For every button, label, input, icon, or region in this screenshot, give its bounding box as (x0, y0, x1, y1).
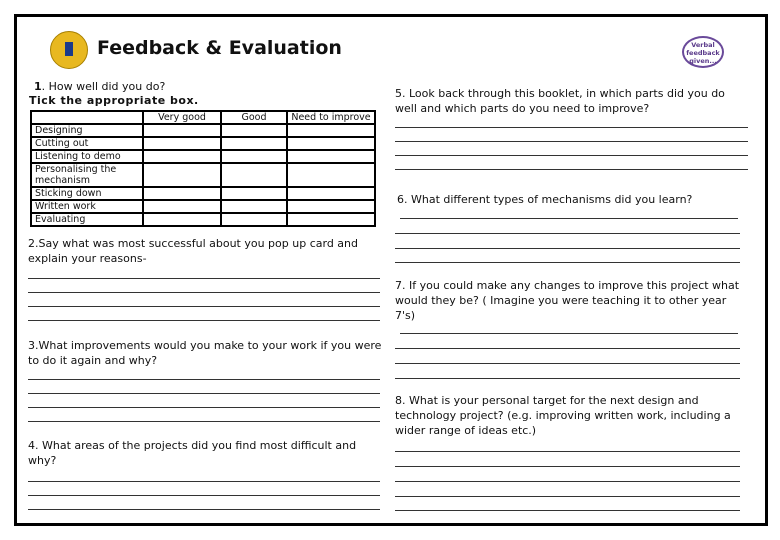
tick-box[interactable] (143, 150, 221, 163)
answer-line[interactable] (395, 466, 740, 467)
row-label: Personalising the mechanism (31, 163, 143, 187)
q4-text: 4. What areas of the projects did you find most difficult and why? (28, 439, 357, 467)
answer-line[interactable] (28, 306, 380, 307)
row-label: Evaluating (31, 213, 143, 226)
tick-box[interactable] (287, 137, 375, 150)
answer-line[interactable] (395, 363, 740, 364)
row-label: Designing (31, 124, 143, 137)
q1-instruction: Tick the appropriate box. (29, 94, 199, 107)
answer-line[interactable] (395, 155, 748, 156)
answer-line[interactable] (395, 496, 740, 497)
row-label: Written work (31, 200, 143, 213)
answer-line[interactable] (395, 127, 748, 128)
table-row (31, 137, 375, 150)
q1-question (34, 79, 165, 94)
answer-line[interactable] (395, 233, 740, 234)
answer-line[interactable] (28, 379, 380, 380)
q7-text: 7. If you could make any changes to improve this project what would they be? ( Imagine you were teaching it to other year 7's) (395, 279, 740, 322)
table-row (31, 163, 375, 187)
tick-box[interactable] (221, 187, 287, 200)
tick-box[interactable] (143, 187, 221, 200)
row-label: Cutting out (31, 137, 143, 150)
tick-box[interactable] (143, 200, 221, 213)
tick-box[interactable] (143, 137, 221, 150)
answer-line[interactable] (395, 481, 740, 482)
q1-text: . How well did you do? (41, 80, 166, 93)
tick-box[interactable] (221, 124, 287, 137)
q1-number: 1 (34, 80, 42, 93)
answer-line[interactable] (395, 262, 740, 263)
q2-text: 2.Say what was most successful about you pop up card and explain your reasons- (28, 237, 358, 265)
answer-line[interactable] (395, 348, 740, 349)
page-title: Feedback & Evaluation (97, 37, 342, 59)
tick-box[interactable] (143, 213, 221, 226)
row-label: Sticking down (31, 187, 143, 200)
answer-line[interactable] (395, 510, 740, 511)
tick-box[interactable] (143, 124, 221, 137)
answer-line[interactable] (395, 451, 740, 452)
tick-box[interactable] (221, 213, 287, 226)
tick-box[interactable] (221, 137, 287, 150)
table-row (31, 213, 375, 226)
tick-box[interactable] (287, 163, 375, 187)
header-cell: Very good (143, 111, 221, 124)
self-assessment-table (30, 110, 376, 227)
answer-line[interactable] (395, 248, 740, 249)
answer-line[interactable] (400, 333, 738, 334)
table-row (31, 187, 375, 200)
table-row (31, 124, 375, 137)
table-row (31, 150, 375, 163)
answer-line[interactable] (400, 218, 738, 219)
my-improvements-logo (50, 31, 88, 69)
answer-line[interactable] (28, 421, 380, 422)
tick-box[interactable] (287, 200, 375, 213)
answer-line[interactable] (28, 292, 380, 293)
header-cell: Good (221, 111, 287, 124)
answer-line[interactable] (28, 278, 380, 279)
tick-box[interactable] (287, 213, 375, 226)
answer-line[interactable] (28, 407, 380, 408)
answer-line[interactable] (28, 509, 380, 510)
answer-line[interactable] (395, 169, 748, 170)
q5-text: 5. Look back through this booklet, in which parts did you do well and which parts do you need to improve? (395, 87, 725, 115)
answer-line[interactable] (395, 378, 740, 379)
tick-box[interactable] (221, 150, 287, 163)
q6-text: 6. What different types of mechanisms did you learn? (397, 193, 693, 206)
table-row (31, 200, 375, 213)
tick-box[interactable] (287, 187, 375, 200)
verbal-feedback-badge: Verbal feedback given... (682, 36, 724, 68)
answer-line[interactable] (395, 141, 748, 142)
answer-line[interactable] (28, 495, 380, 496)
tick-box[interactable] (221, 200, 287, 213)
header-cell: Need to improve (287, 111, 375, 124)
answer-line[interactable] (28, 320, 380, 321)
tick-box[interactable] (221, 163, 287, 187)
tick-box[interactable] (287, 150, 375, 163)
tick-box[interactable] (143, 163, 221, 187)
answer-line[interactable] (28, 481, 380, 482)
tick-box[interactable] (287, 124, 375, 137)
row-label: Listening to demo (31, 150, 143, 163)
q3-text: 3.What improvements would you make to your work if you were to do it again and why? (28, 339, 382, 367)
header-cell (31, 111, 143, 124)
answer-line[interactable] (28, 393, 380, 394)
q8-text: 8. What is your personal target for the next design and technology project? (e.g. improving written work, including a wider range of ideas etc.) (395, 394, 731, 437)
